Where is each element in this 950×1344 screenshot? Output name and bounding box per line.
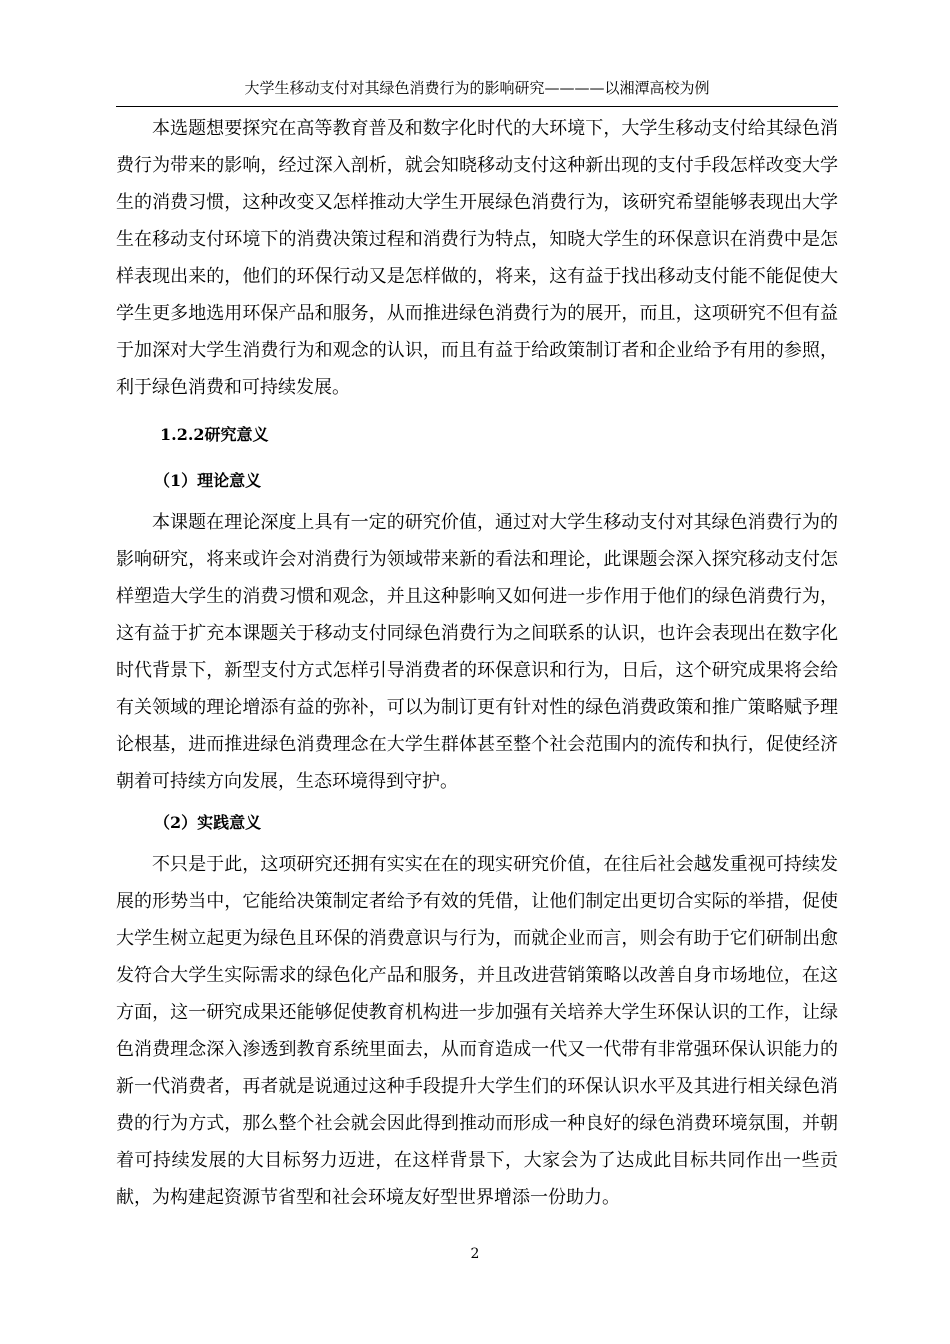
page-number: 2 <box>470 1246 480 1262</box>
section-heading-research-significance: 1.2.2研究意义 <box>160 425 269 444</box>
paragraph-topic-intro: 本选题想要探究在高等教育普及和数字化时代的大环境下，大学生移动支付给其绿色消费行为带来的影响，经过深入剖析，就会知晓移动支付这种新出现的支付手段怎样改变大学生的消费习惯，这种改变又怎样推动大学生开展绿色消费行为，该研究希望能够表现出大学生在移动支付环境下的消费决策过程和消费行为特点，知晓大学生的环保意识在消费中是怎样表现出来的，他们的环保行动又是怎样做的，将来，这有益于找出移动支付能不能促使大学生更多地选用环保产品和服务，从而推进绿色消费行为的展开，而且，这项研究不但有益于加深对大学生消费行为和观念的认识，而且有益于给政策制订者和企业给予有用的参照，利于绿色消费和可持续发展。 <box>116 118 838 398</box>
running-header <box>116 74 838 107</box>
header-title: 大学生移动支付对其绿色消费行为的影响研究————以湘潭高校为例 <box>244 79 710 97</box>
subheading-theoretical-significance: （1）理论意义 <box>154 471 262 490</box>
paragraph-practical-significance: 不只是于此，这项研究还拥有实实在在的现实研究价值，在往后社会越发重视可持续发展的形势当中，它能给决策制定者给予有效的凭借，让他们制定出更切合实际的举措，促使大学生树立起更为绿色且环保的消费意识与行为，而就企业而言，则会有助于它们研制出愈发符合大学生实际需求的绿色化产品和服务，并且改进营销策略以改善自身市场地位，在这方面，这一研究成果还能够促使教育机构进一步加强有关培养大学生环保认识的工作，让绿色消费理念深入渗透到教育系统里面去，从而育造成一代又一代带有非常强环保认识能力的新一代消费者，再者就是说通过这种手段提升大学生们的环保认识水平及其进行相关绿色消费的行为方式，那么整个社会就会因此得到推动而形成一种良好的绿色消费环境氛围，并朝着可持续发展的大目标努力迈进，在这样背景下，大家会为了达成此目标共同作出一些贡献，为构建起资源节省型和社会环境友好型世界增添一份助力。 <box>116 854 838 1208</box>
subheading-practical-significance: （2）实践意义 <box>154 813 262 832</box>
document-body <box>116 110 838 1216</box>
paragraph-theoretical-significance: 本课题在理论深度上具有一定的研究价值，通过对大学生移动支付对其绿色消费行为的影响研究，将来或许会对消费行为领域带来新的看法和理论，此课题会深入探究移动支付怎样塑造大学生的消费习惯和观念，并且这种影响又如何进一步作用于他们的绿色消费行为，这有益于扩充本课题关于移动支付同绿色消费行为之间联系的认识，也许会表现出在数字化时代背景下，新型支付方式怎样引导消费者的环保意识和行为，日后，这个研究成果将会给有关领域的理论增添有益的弥补，可以为制订更有针对性的绿色消费政策和推广策略赋予理论根基，进而推进绿色消费理念在大学生群体甚至整个社会范围内的流传和执行，促使经济朝着可持续方向发展，生态环境得到守护。 <box>116 512 838 792</box>
